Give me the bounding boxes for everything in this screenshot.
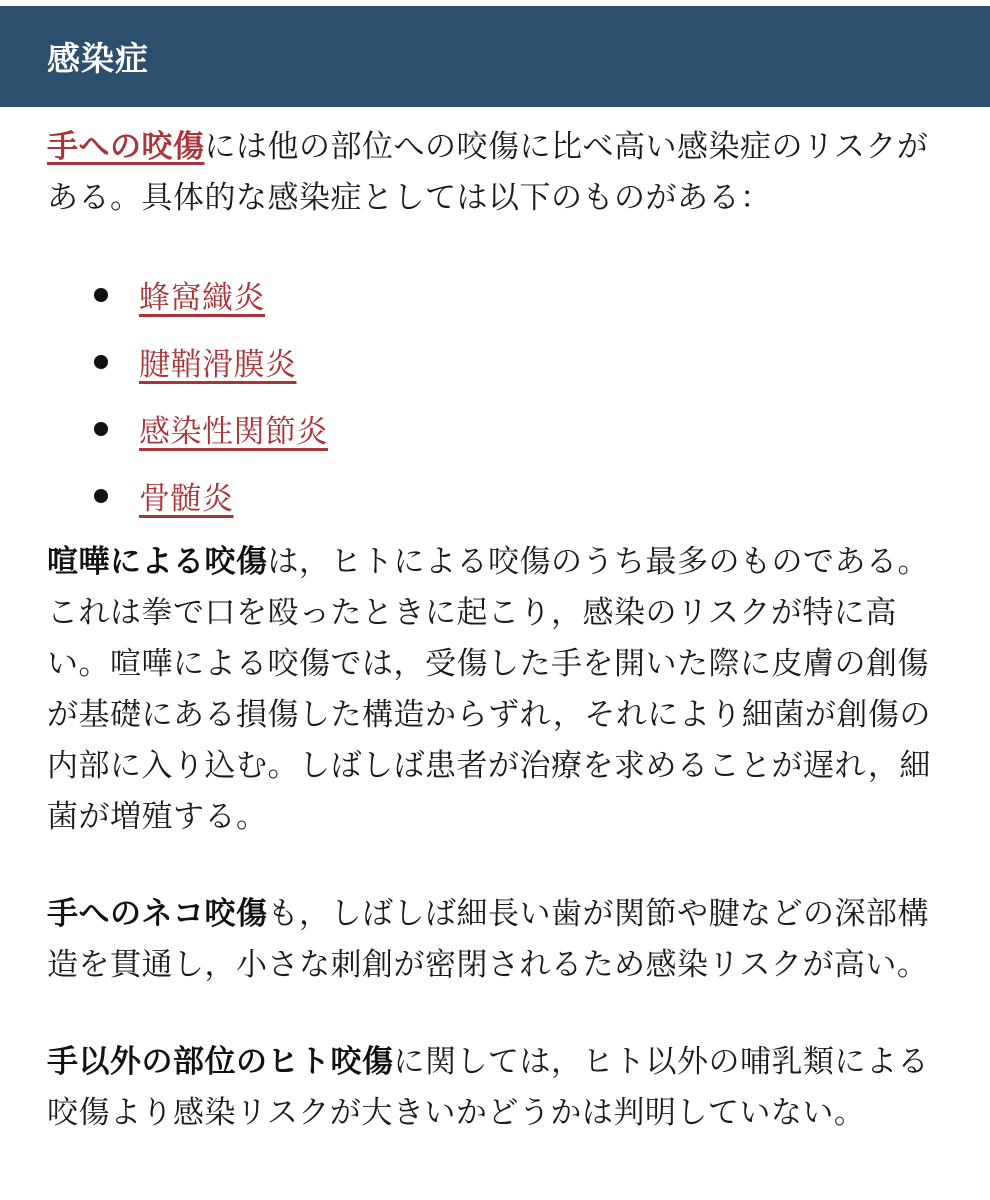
bullet-icon (94, 355, 108, 369)
septic-arthritis-link[interactable]: 感染性関節炎 (139, 414, 328, 450)
intro-paragraph (47, 122, 932, 224)
fight-bite-term: 喧嘩による咬傷 (47, 544, 268, 580)
section-header (0, 6, 990, 107)
cat-bite-term: 手へのネコ咬傷 (47, 896, 268, 932)
fight-bite-paragraph (47, 537, 932, 843)
list-item (47, 261, 932, 328)
osteomyelitis-link[interactable]: 骨髄炎 (139, 481, 234, 517)
infection-list (47, 261, 932, 529)
intro-text: には他の部位への咬傷に比べ高い感染症のリスクがある。具体的な感染症としては以下のものがある： (47, 129, 929, 216)
hand-bite-link[interactable]: 手への咬傷 (47, 129, 205, 165)
cat-bite-text: も，しばしば細長い歯が関節や腱などの深部構造を貫通し，小さな刺創が密閉されるため感染リスクが高い。 (47, 896, 929, 983)
other-site-bite-term: 手以外の部位のヒト咬傷 (47, 1044, 394, 1080)
list-item (47, 328, 932, 395)
infection-list-wrapper (47, 261, 932, 529)
section-title: 感染症 (47, 39, 149, 78)
bullet-icon (94, 422, 108, 436)
bullet-icon (94, 489, 108, 503)
tenosynovitis-link[interactable]: 腱鞘滑膜炎 (139, 347, 297, 383)
fight-bite-text: は，ヒトによる咬傷のうち最多のものである。これは拳で口を殴ったときに起こり，感染のリスクが特に高い。喧嘩による咬傷では，受傷した手を開いた際に皮膚の創傷が基礎にある損傷した構造からずれ，それにより細菌が創傷の内部に入り込む。しばしば患者が治療を求めることが遅れ，細菌が増殖する。 (47, 544, 931, 835)
article-body (47, 122, 932, 1139)
cellulitis-link[interactable]: 蜂窩織炎 (139, 280, 265, 316)
bullet-icon (94, 288, 108, 302)
cat-bite-paragraph (47, 889, 932, 991)
other-site-bite-text: に関しては，ヒト以外の哺乳類による咬傷より感染リスクが大きいかどうかは判明していない。 (47, 1044, 929, 1131)
list-item (47, 395, 932, 462)
list-item (47, 462, 932, 529)
other-site-bite-paragraph (47, 1037, 932, 1139)
